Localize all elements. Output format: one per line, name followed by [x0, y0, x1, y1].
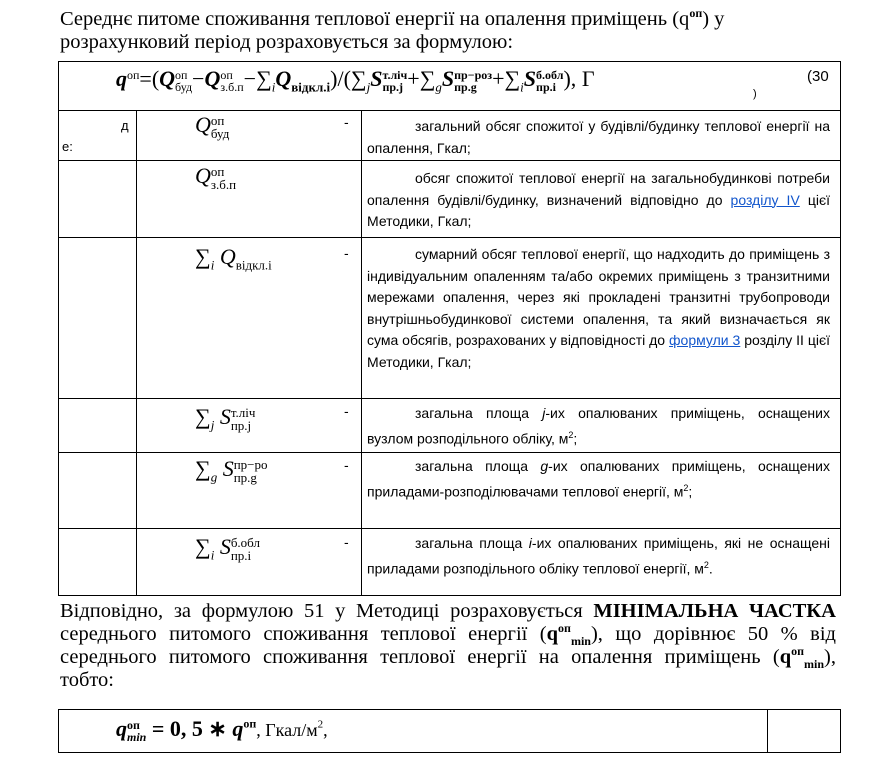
- row-border-4: [58, 452, 841, 453]
- table-bottom-border: [58, 595, 841, 596]
- formula-plus2: +: [492, 66, 505, 91]
- row-border-1: [58, 160, 841, 161]
- row2-sub: з.б.п: [210, 176, 237, 192]
- formula-prroz-sup: пр−роз: [454, 67, 493, 82]
- conclusion-bold: МІНІМАЛЬНА ЧАСТКА: [593, 600, 836, 622]
- formula-eq-open: =(: [139, 66, 160, 91]
- row4-sum-sub: j: [210, 417, 215, 433]
- formula-bud-sub: буд: [175, 79, 193, 94]
- row2-link-section-iv[interactable]: розділу IV: [730, 191, 800, 208]
- row3-symbol: [195, 244, 355, 273]
- row5-sum: ∑: [195, 456, 211, 481]
- conclusion-part3: ), що дорівнює 50 % від середнього питомого споживання теплової енергії на опалення приміщень (: [60, 623, 836, 668]
- formula-zbp-sup: оп: [220, 67, 233, 82]
- row5-text-c: ;: [688, 483, 693, 500]
- row6-dash: -: [344, 534, 349, 550]
- formula-q-sup: оп: [127, 67, 140, 82]
- where-label-e: е:: [62, 139, 73, 154]
- min-table-bottom-border: [58, 752, 841, 753]
- col-divider-2: [361, 110, 362, 595]
- row-border-5: [58, 528, 841, 529]
- intro-paragraph: [60, 8, 836, 54]
- row4-sub: пр.j: [230, 417, 252, 433]
- row5-var: g: [540, 458, 549, 474]
- min-formula: [116, 716, 328, 743]
- row6-sup: б.обл: [230, 534, 260, 550]
- formula-vidkl-sub: відкл.i: [291, 79, 331, 95]
- row4-text-a: загальна площа: [415, 405, 543, 421]
- intro-line1: Середнє питоме споживання теплової енергії на опалення приміщень (q: [60, 8, 690, 30]
- min-table-divider: [767, 709, 768, 753]
- formula-number-end: ): [753, 88, 757, 100]
- formula-sum-g: ∑: [419, 66, 436, 91]
- row2-sup: оп: [210, 163, 225, 179]
- row5-unit-sup: 2: [683, 482, 689, 493]
- row1-description: [367, 116, 830, 159]
- formula-sum-i2: ∑: [504, 66, 521, 91]
- row1-sub: буд: [210, 125, 230, 141]
- row1-symbol: [195, 112, 355, 140]
- min-formula-sub: min: [127, 729, 147, 744]
- row-border-2: [58, 237, 841, 238]
- intro-sup: оп: [689, 6, 703, 21]
- row2-text-b: цієї Методики, Гкал;: [367, 191, 830, 229]
- row4-var: j: [542, 405, 546, 421]
- row5-dash: -: [344, 457, 349, 473]
- row1-symbol-Q: Q: [195, 112, 211, 137]
- row4-text-c: ;: [573, 430, 578, 447]
- min-table-left-border: [58, 709, 59, 753]
- row6-symbol-S: S: [219, 534, 231, 559]
- row4-dash: -: [344, 403, 349, 419]
- conclusion-paragraph: [60, 600, 836, 692]
- row3-dash: -: [344, 245, 349, 261]
- row6-sum-sub: i: [210, 547, 215, 563]
- row6-var: i: [528, 535, 532, 551]
- row4-symbol-S: S: [219, 404, 231, 429]
- formula-bobl-sup: б.обл: [536, 67, 564, 82]
- row5-sub: пр.g: [233, 469, 257, 485]
- conclusion-q1-sub: min: [570, 634, 591, 649]
- min-formula-end: ,: [323, 720, 328, 740]
- row4-sup: т.ліч: [230, 404, 256, 420]
- row6-text-a: загальна площа: [415, 535, 529, 551]
- conclusion-part2: середнього питомого споживання теплової енергії (: [60, 623, 547, 645]
- conclusion-q1: q: [546, 623, 559, 645]
- row1-text: загальний обсяг спожитої у будівлі/будинку теплової енергії на опалення, Гкал;: [367, 118, 830, 156]
- row2-description: [367, 168, 830, 233]
- formula-close: ),: [563, 66, 577, 91]
- row3-description: [367, 244, 830, 373]
- formula-unit: Г: [581, 66, 595, 91]
- formula-Q-bud: Q: [159, 66, 176, 91]
- row6-text-b: -их опалюваних приміщень, які не оснащені приладами розподільного обліку теплової енергії, м: [367, 535, 830, 577]
- min-formula-sup: оп: [127, 717, 140, 732]
- where-label-d: д: [121, 118, 129, 133]
- row2-text-a: обсяг спожитої теплової енергії на загальнобудинкові потреби опалення будівлі/будинку, визначений відповідно до: [367, 170, 830, 208]
- formula-sum-i-sub: i: [271, 79, 276, 95]
- row5-sum-sub: g: [210, 469, 218, 485]
- row2-symbol-Q: Q: [195, 163, 211, 188]
- row3-link-formula-3[interactable]: формули 3: [669, 332, 741, 348]
- conclusion-q2-sub: min: [804, 657, 825, 672]
- row4-text-b: -их опалюваних приміщень, оснащених вузлом розподільного обліку, м: [367, 405, 830, 447]
- formula-number: (30: [807, 68, 829, 85]
- conclusion-q1-sup: оп: [558, 621, 571, 636]
- main-formula: [116, 66, 796, 95]
- row4-unit-sup: 2: [568, 429, 574, 440]
- formula-S-g: S: [441, 66, 455, 91]
- table-right-border: [840, 61, 841, 595]
- formula-tlich-sup: т.ліч: [382, 67, 408, 82]
- col-divider-1: [136, 110, 137, 595]
- row5-text-b: -их опалюваних приміщень, оснащених приладами-розподілювачами теплової енергії, м: [367, 458, 830, 500]
- row4-sum: ∑: [195, 404, 211, 429]
- row1-dash: -: [344, 114, 349, 130]
- min-formula-sup2: оп: [243, 716, 257, 731]
- formula-sum-i: ∑: [256, 66, 272, 91]
- formula-minus2: −: [243, 66, 257, 91]
- min-formula-eq: = 0, 5 ∗: [151, 716, 227, 741]
- intro-line2: розрахунковий період розраховується за формулою:: [60, 31, 514, 53]
- table-left-border: [58, 61, 59, 595]
- row6-text-c: .: [708, 560, 713, 577]
- row3-text-b: розділу II цієї Методики, Гкал;: [367, 332, 830, 370]
- formula-S-j: S: [370, 66, 383, 91]
- min-table-top-border: [58, 709, 841, 710]
- min-formula-q: q: [116, 716, 127, 741]
- intro-line1-end: ) у: [702, 8, 725, 30]
- formula-bud-sup: оп: [175, 67, 188, 82]
- row3-sum: ∑: [195, 244, 211, 269]
- conclusion-part1: Відповідно, за формулою 51 у Методиці розраховується: [60, 600, 594, 622]
- row1-sup: оп: [210, 112, 225, 128]
- formula-prg-sub: пр.g: [454, 79, 477, 94]
- conclusion-q2: q: [779, 646, 792, 668]
- formula-S-i: S: [523, 66, 537, 91]
- row6-unit-sup: 2: [703, 559, 709, 570]
- formula-sum-i2-sub: i: [520, 79, 524, 95]
- formula-q: q: [116, 66, 127, 91]
- row3-text-a: сумарний обсяг теплової енергії, що надходить до приміщень з індивідуальним опаленням та/або окремих приміщень з транзитними мережами опалення, через які прокладені транзитні трубопроводи внутрішньобудинкової системи опалення, та який визначається як сума обсягів, розрахованих у відповідності до: [367, 246, 830, 348]
- formula-plus1: +: [407, 66, 420, 91]
- row6-sum: ∑: [195, 534, 211, 559]
- row5-symbol: [195, 456, 355, 485]
- row2-symbol: [195, 163, 355, 191]
- formula-sum-g-sub: g: [435, 79, 442, 95]
- row6-description: [367, 533, 830, 580]
- row-border-3: [58, 398, 841, 399]
- row6-sub: пр.i: [230, 547, 252, 563]
- row3-symbol-Q: Q: [219, 244, 236, 269]
- formula-zbp-sub: з.б.п: [220, 79, 244, 94]
- formula-pri-sub: пр.i: [536, 79, 556, 94]
- formula-div-open: )/(: [330, 66, 351, 91]
- min-formula-unit: , Гкал/м: [256, 720, 318, 740]
- row5-sup: пр−ро: [233, 456, 268, 472]
- row4-description: [367, 403, 830, 450]
- row5-symbol-S: S: [222, 456, 234, 481]
- row3-sub: відкл.i: [235, 257, 272, 273]
- formula-minus1: −: [192, 66, 205, 91]
- formula-sum-j: ∑: [350, 66, 367, 91]
- min-table-right-border: [840, 709, 841, 753]
- formula-sum-j-sub: j: [366, 79, 371, 95]
- formula-Q-zbp: Q: [204, 66, 221, 91]
- row6-symbol: [195, 534, 355, 563]
- conclusion-part4: ), тобто:: [60, 646, 836, 691]
- conclusion-q2-sup: оп: [791, 644, 805, 659]
- row3-sum-sub: i: [210, 257, 215, 273]
- formula-row-border: [58, 110, 841, 111]
- min-formula-q2: q: [232, 716, 244, 741]
- row4-symbol: [195, 404, 355, 433]
- min-formula-unit-sup: 2: [317, 718, 324, 731]
- formula-prj-sub: пр.j: [382, 79, 404, 94]
- row5-text-a: загальна площа: [415, 458, 541, 474]
- row5-description: [367, 456, 830, 503]
- formula-Q-vidkl: Q: [275, 66, 292, 91]
- table-top-border: [58, 61, 841, 62]
